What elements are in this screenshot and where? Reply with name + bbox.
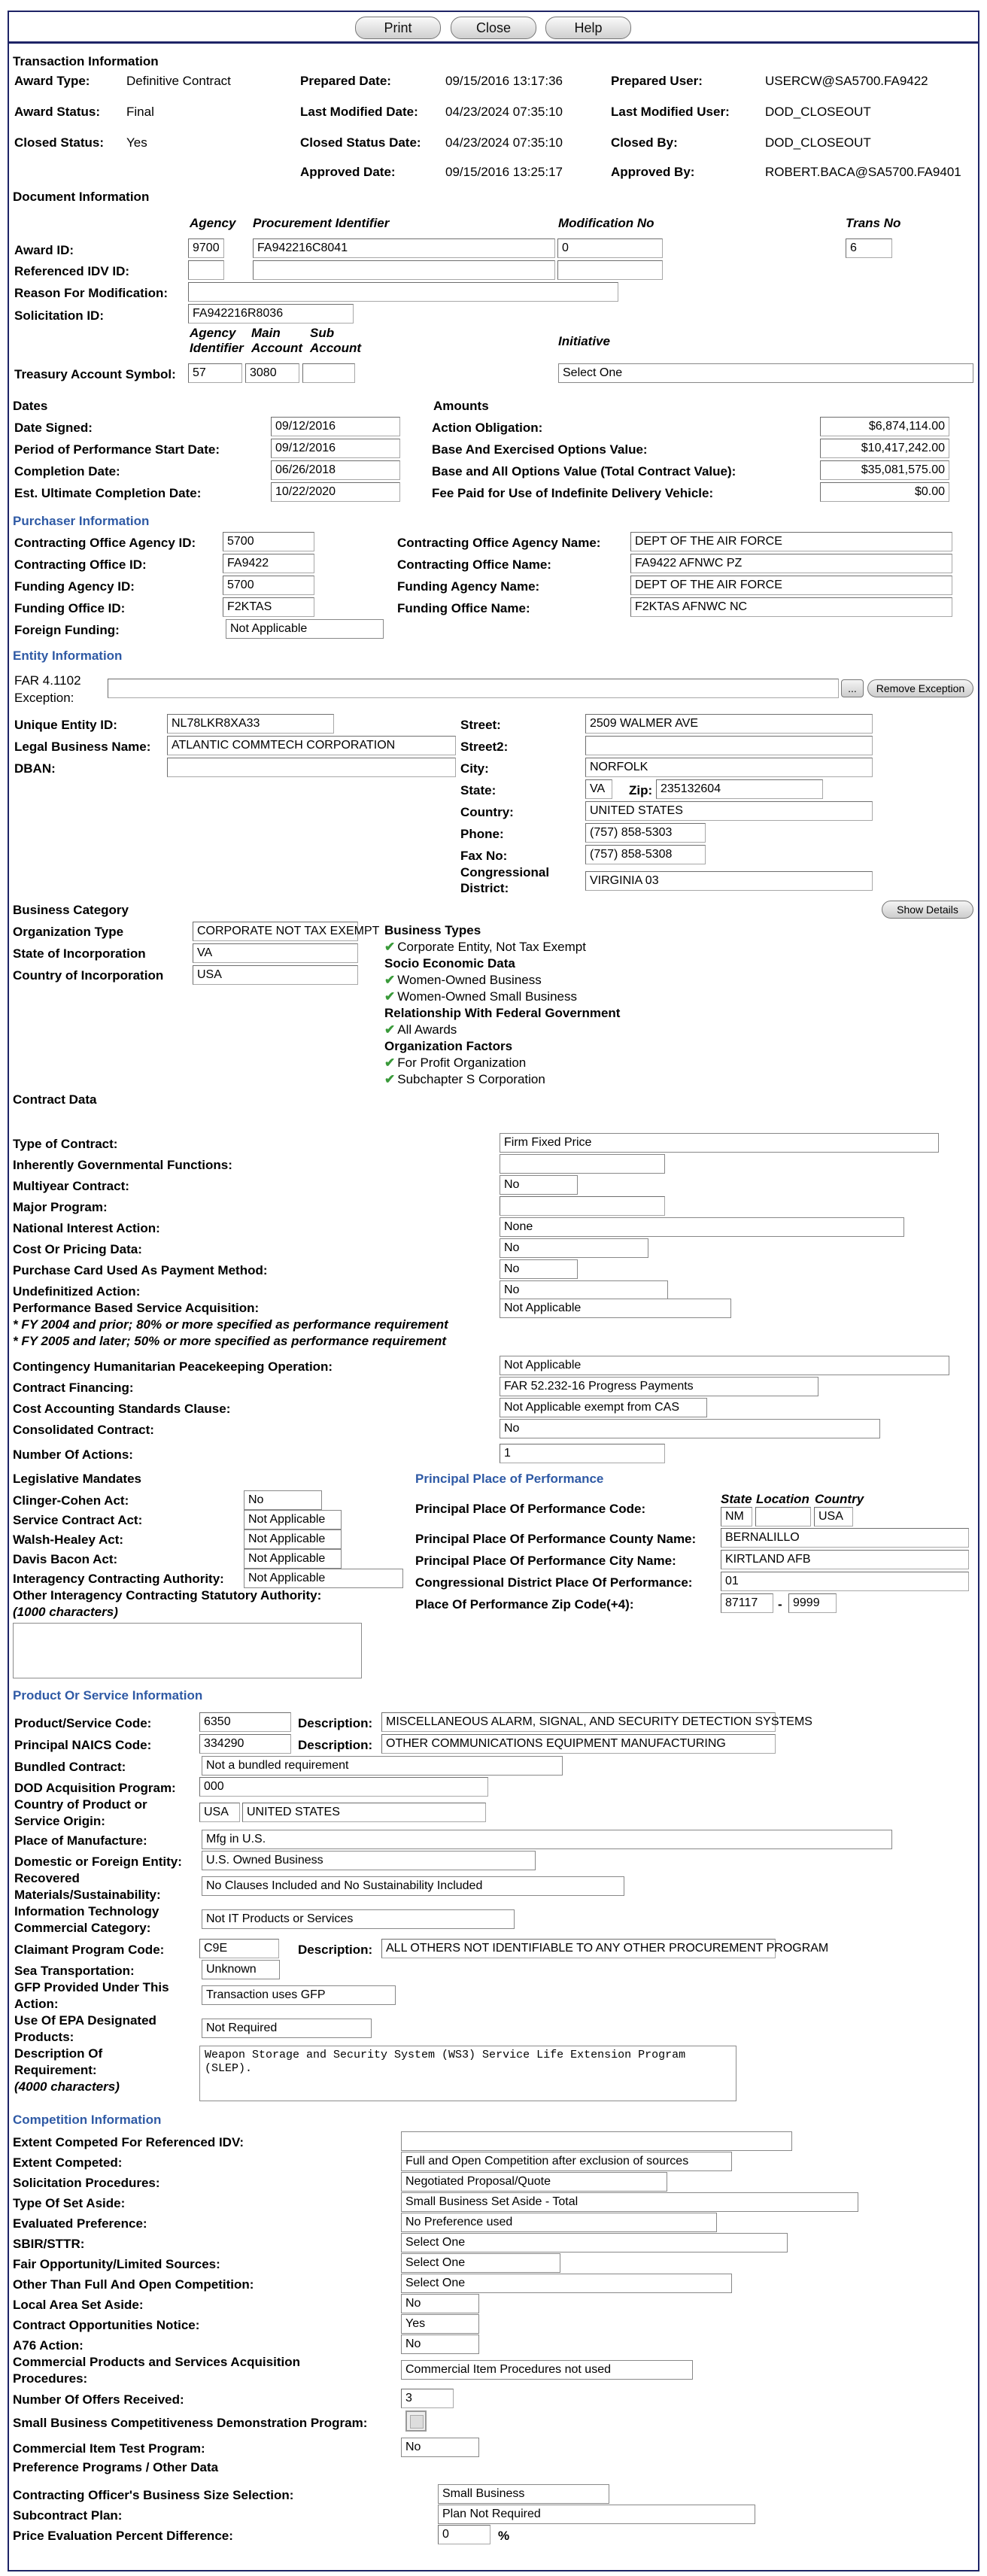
contract-type-select[interactable]: Firm Fixed Price bbox=[500, 1133, 939, 1153]
label: Clinger-Cohen Act: bbox=[13, 1493, 129, 1508]
label: Description: bbox=[298, 1943, 373, 1957]
label: Principal NAICS Code: bbox=[14, 1738, 152, 1752]
far-exception-field[interactable] bbox=[108, 679, 839, 698]
label: Treasury Account Symbol: bbox=[14, 367, 176, 381]
solicitation-proc-select[interactable]: Negotiated Proposal/Quote bbox=[401, 2172, 667, 2192]
label: Foreign Funding: bbox=[14, 623, 120, 637]
obligation-field[interactable]: $6,874,114.00 bbox=[820, 417, 949, 436]
igf-select[interactable] bbox=[500, 1154, 665, 1174]
label: Approved Date: bbox=[300, 165, 396, 179]
f-office-id-field[interactable]: F2KTAS bbox=[223, 597, 314, 617]
street-field[interactable]: 2509 WALMER AVE bbox=[585, 714, 873, 734]
reason-mod-select[interactable] bbox=[188, 282, 618, 302]
multiyear-select[interactable]: No bbox=[500, 1175, 578, 1195]
pop-county-field[interactable]: BERNALILLO bbox=[721, 1528, 969, 1548]
label: Last Modified Date: bbox=[300, 105, 418, 119]
label: Date Signed: bbox=[14, 421, 93, 435]
phone-field[interactable]: (757) 858-5303 bbox=[585, 823, 706, 843]
consolidated-select[interactable]: No bbox=[500, 1419, 880, 1438]
other-than-full-select[interactable]: Select One bbox=[401, 2274, 732, 2293]
sbcd-checkbox[interactable] bbox=[405, 2410, 427, 2432]
label: Description: bbox=[298, 1738, 373, 1752]
recovered-materials-select[interactable]: No Clauses Included and No Sustainability Included bbox=[202, 1876, 624, 1896]
label: Product/Service Code: bbox=[14, 1716, 152, 1730]
label: Approved By: bbox=[611, 165, 695, 179]
col-header: Sub Account bbox=[310, 326, 361, 355]
label: Congressional District Place Of Performance: bbox=[415, 1575, 693, 1590]
completion-date-field[interactable]: 06/26/2018 bbox=[271, 460, 400, 480]
section-competition: Competition Information bbox=[13, 2113, 162, 2127]
check-icon: ✔ bbox=[384, 1022, 396, 1037]
label: Closed Status Date: bbox=[300, 135, 421, 150]
label: Reason For Modification: bbox=[14, 286, 168, 300]
label: State of Incorporation bbox=[13, 946, 146, 961]
dod-acq-field[interactable]: 000 bbox=[199, 1777, 488, 1797]
close-button[interactable]: Close bbox=[451, 17, 536, 39]
pbsa-select[interactable]: Not Applicable bbox=[500, 1299, 731, 1318]
label: Contract Financing: bbox=[13, 1381, 134, 1395]
label: Award Type: bbox=[14, 74, 90, 88]
opportunities-notice-select[interactable]: Yes bbox=[401, 2314, 479, 2334]
label: Action: bbox=[14, 1997, 59, 2011]
label: Evaluated Preference: bbox=[13, 2216, 147, 2231]
value: DOD_CLOSEOUT bbox=[765, 105, 871, 119]
label: Inherently Governmental Functions: bbox=[13, 1158, 232, 1172]
label: Base and All Options Value (Total Contract Value): bbox=[432, 464, 736, 478]
davis-bacon-select[interactable]: Not Applicable bbox=[244, 1549, 342, 1569]
pop-location-field[interactable] bbox=[755, 1507, 811, 1526]
psc-desc-field[interactable]: MISCELLANEOUS ALARM, SIGNAL, AND SECURITY DETECTION SYSTEMS bbox=[381, 1712, 776, 1732]
citp-select[interactable]: No bbox=[401, 2438, 479, 2457]
f-agency-id-field[interactable]: 5700 bbox=[223, 576, 314, 595]
label: Type Of Set Aside: bbox=[13, 2196, 126, 2210]
label: Phone: bbox=[460, 827, 504, 841]
pop-start-field[interactable]: 09/12/2016 bbox=[271, 439, 400, 458]
label: Extent Competed: bbox=[13, 2155, 123, 2170]
label: Completion Date: bbox=[14, 464, 120, 478]
col-header: Main Account bbox=[251, 326, 302, 355]
label: SBIR/STTR: bbox=[13, 2237, 85, 2251]
tas-main-field[interactable]: 3080 bbox=[245, 363, 299, 383]
cost-pricing-select[interactable]: No bbox=[500, 1238, 648, 1258]
commercial-proc-select[interactable]: Commercial Item Procedures not used bbox=[401, 2360, 693, 2380]
label: Street2: bbox=[460, 740, 509, 754]
label: Cost Accounting Standards Clause: bbox=[13, 1402, 231, 1416]
it-category-select[interactable]: Not IT Products or Services bbox=[202, 1909, 515, 1929]
label: City: bbox=[460, 761, 489, 776]
co-office-id-field[interactable]: FA9422 bbox=[223, 554, 314, 573]
label: Prepared Date: bbox=[300, 74, 391, 88]
col-header: Procurement Identifier bbox=[253, 216, 390, 230]
cong-district-field[interactable]: VIRGINIA 03 bbox=[585, 871, 873, 891]
pop-state-field[interactable]: NM bbox=[721, 1507, 752, 1526]
section-legislative: Legislative Mandates bbox=[13, 1472, 142, 1486]
col-header: Initiative bbox=[558, 334, 610, 348]
socio-item bbox=[384, 973, 542, 988]
col-header: Location bbox=[756, 1492, 809, 1506]
label: Principal Place Of Performance City Name: bbox=[415, 1554, 676, 1568]
relationship-item bbox=[384, 1022, 457, 1037]
ica-select[interactable]: Not Applicable bbox=[244, 1569, 403, 1588]
fair-opportunity-select[interactable]: Select One bbox=[401, 2253, 560, 2273]
percent-sign: % bbox=[498, 2529, 510, 2543]
label: Description Of bbox=[14, 2046, 103, 2061]
bundled-select[interactable]: Not a bundled requirement bbox=[202, 1756, 563, 1776]
tas-sub-field[interactable] bbox=[302, 363, 355, 383]
major-program-field[interactable] bbox=[500, 1196, 665, 1216]
origin-field[interactable]: UNITED STATES bbox=[242, 1803, 486, 1822]
offers-field[interactable]: 3 bbox=[401, 2389, 454, 2408]
value: 04/23/2024 07:35:10 bbox=[445, 135, 563, 150]
set-aside-select[interactable]: Small Business Set Aside - Total bbox=[401, 2192, 858, 2212]
label: Last Modified User: bbox=[611, 105, 730, 119]
label: Contract Opportunities Notice: bbox=[13, 2318, 200, 2332]
label: Contracting Office ID: bbox=[14, 557, 147, 572]
value: Final bbox=[126, 105, 154, 119]
label: Solicitation Procedures: bbox=[13, 2176, 160, 2190]
check-icon: ✔ bbox=[384, 1056, 396, 1070]
f-agency-name-field[interactable]: DEPT OF THE AIR FORCE bbox=[630, 576, 952, 595]
sca-select[interactable]: Not Applicable bbox=[244, 1510, 342, 1530]
base-exercised-field[interactable]: $10,417,242.00 bbox=[820, 439, 949, 458]
local-area-select[interactable]: No bbox=[401, 2294, 479, 2313]
value: USERCW@SA5700.FA9422 bbox=[765, 74, 928, 88]
state-inc-field[interactable]: VA bbox=[193, 943, 358, 963]
pop-cd-field[interactable]: 01 bbox=[721, 1572, 969, 1591]
section-contract: Contract Data bbox=[13, 1092, 97, 1107]
description-textarea[interactable]: Weapon Storage and Security System (WS3) Service Life Extension Program (SLEP). bbox=[199, 2046, 736, 2101]
claimant-desc-field[interactable]: ALL OTHERS NOT IDENTIFIABLE TO ANY OTHER PROCUREMENT PROGRAM bbox=[381, 1939, 776, 1958]
label: Place Of Performance Zip Code(+4): bbox=[415, 1597, 634, 1612]
foreign-funding-select[interactable]: Not Applicable bbox=[226, 619, 384, 639]
label: DBAN: bbox=[14, 761, 56, 776]
pop-country-field[interactable]: USA bbox=[814, 1507, 853, 1526]
label: Undefinitized Action: bbox=[13, 1284, 141, 1299]
evaluated-pref-select[interactable]: No Preference used bbox=[401, 2213, 717, 2232]
label: Place of Manufacture: bbox=[14, 1833, 147, 1848]
pcard-select[interactable]: No bbox=[500, 1259, 578, 1279]
label: Funding Agency ID: bbox=[14, 579, 135, 594]
label: Solicitation ID: bbox=[14, 308, 104, 323]
value: DOD_CLOSEOUT bbox=[765, 135, 871, 150]
char-limit-note: (1000 characters) bbox=[13, 1605, 118, 1619]
label: Use Of EPA Designated bbox=[14, 2013, 156, 2028]
place-mfg-select[interactable]: Mfg in U.S. bbox=[202, 1830, 892, 1849]
label: Price Evaluation Percent Difference: bbox=[13, 2529, 233, 2543]
label: Period of Performance Start Date: bbox=[14, 442, 220, 457]
section-purchaser: Purchaser Information bbox=[13, 514, 150, 528]
label: Number Of Actions: bbox=[13, 1447, 133, 1462]
value: 04/23/2024 07:35:10 bbox=[445, 105, 563, 119]
psc-field[interactable]: 6350 bbox=[199, 1712, 291, 1732]
label: Closed By: bbox=[611, 135, 678, 150]
label: Description: bbox=[298, 1716, 373, 1730]
ref-idv-proc-field[interactable] bbox=[253, 260, 555, 280]
label: State: bbox=[460, 783, 497, 797]
award-trans-field[interactable]: 6 bbox=[846, 238, 892, 258]
naics-desc-field[interactable]: OTHER COMMUNICATIONS EQUIPMENT MANUFACTURING bbox=[381, 1734, 776, 1754]
label: Country of Product or bbox=[14, 1797, 147, 1812]
cas-select[interactable]: Not Applicable exempt from CAS bbox=[500, 1398, 707, 1417]
label: Other Than Full And Open Competition: bbox=[13, 2277, 254, 2292]
subcontract-plan-select[interactable]: Plan Not Required bbox=[438, 2505, 755, 2524]
col-header: Country bbox=[815, 1492, 864, 1506]
section-amounts: Amounts bbox=[433, 399, 489, 413]
city-field[interactable]: NORFOLK bbox=[585, 758, 873, 777]
value: ROBERT.BACA@SA5700.FA9401 bbox=[765, 165, 961, 179]
street2-field[interactable] bbox=[585, 736, 873, 755]
label: Contracting Office Agency ID: bbox=[14, 536, 196, 550]
fee-field[interactable]: $0.00 bbox=[820, 482, 949, 502]
domestic-foreign-select[interactable]: U.S. Owned Business bbox=[202, 1851, 536, 1870]
value: 09/15/2016 13:25:17 bbox=[445, 165, 563, 179]
section-entity: Entity Information bbox=[13, 649, 123, 663]
show-details-button[interactable]: Show Details bbox=[882, 901, 973, 919]
label: Performance Based Service Acquisition: bbox=[13, 1301, 260, 1315]
label: Contingency Humanitarian Peacekeeping Operation: bbox=[13, 1359, 333, 1374]
check-icon: ✔ bbox=[384, 973, 396, 987]
label: Principal Place Of Performance County Name: bbox=[415, 1532, 697, 1546]
col-header: Agency Identifier bbox=[190, 326, 244, 355]
label: Interagency Contracting Authority: bbox=[13, 1572, 224, 1586]
a76-select[interactable]: No bbox=[401, 2334, 479, 2354]
label: Award Status: bbox=[14, 105, 100, 119]
label: Local Area Set Aside: bbox=[13, 2298, 144, 2312]
gfp-select[interactable]: Transaction uses GFP bbox=[202, 1985, 396, 2005]
pbsa-note: * FY 2005 and later; 50% or more specified as performance requirement bbox=[13, 1334, 447, 1348]
uei-field[interactable]: NL78LKR8XA33 bbox=[167, 714, 334, 734]
label: Referenced IDV ID: bbox=[14, 264, 130, 278]
co-office-name-field[interactable]: FA9422 AFNWC PZ bbox=[630, 554, 952, 573]
label: Commercial Category: bbox=[14, 1921, 151, 1935]
section-dates: Dates bbox=[13, 399, 48, 413]
print-button[interactable]: Print bbox=[355, 17, 441, 39]
other-authority-textarea[interactable] bbox=[13, 1623, 362, 1678]
clinger-cohen-select[interactable]: No bbox=[244, 1490, 322, 1510]
label: Purchase Card Used As Payment Method: bbox=[13, 1263, 268, 1277]
label: Legal Business Name: bbox=[14, 740, 151, 754]
tas-agency-field[interactable]: 57 bbox=[188, 363, 242, 383]
label: Bundled Contract: bbox=[14, 1760, 126, 1774]
chpo-select[interactable]: Not Applicable bbox=[500, 1356, 949, 1375]
label: Number Of Offers Received: bbox=[13, 2392, 184, 2407]
label: Materials/Sustainability: bbox=[14, 1888, 161, 1902]
far-label: FAR 4.1102 bbox=[14, 673, 81, 688]
pbsa-note: * FY 2004 and prior; 80% or more specified as performance requirement bbox=[13, 1317, 448, 1332]
label: Information Technology bbox=[14, 1904, 159, 1918]
value: Definitive Contract bbox=[126, 74, 231, 88]
label: Procedures: bbox=[13, 2371, 88, 2386]
label: Requirement: bbox=[14, 2063, 97, 2077]
co-agency-id-field[interactable]: 5700 bbox=[223, 532, 314, 551]
check-icon: ✔ bbox=[384, 940, 396, 954]
label: Unique Entity ID: bbox=[14, 718, 117, 732]
label: Fee Paid for Use of Indefinite Delivery Vehicle: bbox=[432, 486, 714, 500]
price-eval-field[interactable]: 0 bbox=[438, 2525, 490, 2544]
fax-field[interactable]: (757) 858-5308 bbox=[585, 845, 706, 864]
date-signed-field[interactable]: 09/12/2016 bbox=[271, 417, 400, 436]
label: Funding Office ID: bbox=[14, 601, 126, 615]
label: Organization Type bbox=[13, 925, 124, 939]
label: Multiyear Contract: bbox=[13, 1179, 129, 1193]
label: Action Obligation: bbox=[432, 421, 543, 435]
label: Recovered bbox=[14, 1871, 80, 1885]
initiative-select[interactable]: Select One bbox=[558, 363, 973, 383]
label: Congressional bbox=[460, 865, 550, 879]
sea-transport-select[interactable]: Unknown bbox=[202, 1960, 280, 1979]
label: Base And Exercised Options Value: bbox=[432, 442, 648, 457]
label: Commercial Item Test Program: bbox=[13, 2441, 205, 2456]
size-selection-select[interactable]: Small Business bbox=[438, 2484, 609, 2504]
label: Service Contract Act: bbox=[13, 1513, 143, 1527]
check-icon: ✔ bbox=[384, 989, 396, 1004]
label: Award ID: bbox=[14, 243, 74, 257]
award-proc-id-field[interactable]: FA942216C8041 bbox=[253, 238, 555, 258]
country-inc-field[interactable]: USA bbox=[193, 965, 358, 985]
label: Funding Agency Name: bbox=[397, 579, 540, 594]
col-header: State bbox=[721, 1492, 752, 1506]
label: A76 Action: bbox=[13, 2338, 84, 2353]
award-mod-field[interactable]: 0 bbox=[557, 238, 663, 258]
org-type-field[interactable]: CORPORATE NOT TAX EXEMPT bbox=[193, 922, 358, 941]
label: Major Program: bbox=[13, 1200, 108, 1214]
label: Prepared User: bbox=[611, 74, 703, 88]
sbir-select[interactable]: Select One bbox=[401, 2233, 788, 2252]
section-preference: Preference Programs / Other Data bbox=[13, 2460, 219, 2474]
ref-idv-extent-select[interactable] bbox=[401, 2131, 792, 2151]
label: Davis Bacon Act: bbox=[13, 1552, 118, 1566]
org-factor-item bbox=[384, 1072, 545, 1087]
f-office-name-field[interactable]: F2KTAS AFNWC NC bbox=[630, 597, 952, 617]
label: Walsh-Healey Act: bbox=[13, 1533, 124, 1547]
naics-field[interactable]: 334290 bbox=[199, 1734, 291, 1754]
label: Country: bbox=[460, 805, 514, 819]
check-icon: ✔ bbox=[384, 1072, 396, 1086]
col-header: Trans No bbox=[846, 216, 901, 230]
label: District: bbox=[460, 881, 509, 895]
label: Funding Office Name: bbox=[397, 601, 530, 615]
label: Zip: bbox=[629, 783, 653, 797]
remove-exception-button[interactable]: Remove Exception bbox=[867, 679, 973, 697]
label: Domestic or Foreign Entity: bbox=[14, 1855, 182, 1869]
ult-completion-field[interactable]: 10/22/2020 bbox=[271, 482, 400, 502]
label: Consolidated Contract: bbox=[13, 1423, 154, 1437]
financing-select[interactable]: FAR 52.232-16 Progress Payments bbox=[500, 1377, 818, 1396]
label: Country of Incorporation bbox=[13, 968, 164, 983]
solicitation-id-field[interactable]: FA942216R8036 bbox=[188, 304, 354, 324]
base-all-field[interactable]: $35,081,575.00 bbox=[820, 460, 949, 480]
label: Small Business Competitiveness Demonstration Program: bbox=[13, 2416, 368, 2430]
label: Subcontract Plan: bbox=[13, 2508, 123, 2523]
label: GFP Provided Under This bbox=[14, 1980, 169, 1994]
label: Sea Transportation: bbox=[14, 1964, 135, 1978]
help-button[interactable]: Help bbox=[545, 17, 631, 39]
label: Commercial Products and Services Acquisition bbox=[13, 2355, 300, 2369]
label: Contracting Office Agency Name: bbox=[397, 536, 601, 550]
claimant-field[interactable]: C9E bbox=[199, 1939, 279, 1958]
org-factors-heading: Organization Factors bbox=[384, 1039, 513, 1053]
label: Extent Competed For Referenced IDV: bbox=[13, 2135, 244, 2149]
epa-select[interactable]: Not Required bbox=[202, 2019, 372, 2038]
walsh-healey-select[interactable]: Not Applicable bbox=[244, 1530, 342, 1549]
relationship-heading: Relationship With Federal Government bbox=[384, 1006, 621, 1020]
business-types-heading: Business Types bbox=[384, 923, 481, 937]
co-agency-name-field[interactable]: DEPT OF THE AIR FORCE bbox=[630, 532, 952, 551]
label: Fax No: bbox=[460, 849, 508, 863]
far-label: Exception: bbox=[14, 691, 74, 705]
label: Principal Place Of Performance Code: bbox=[415, 1502, 646, 1516]
label: Cost Or Pricing Data: bbox=[13, 1242, 142, 1256]
item-label: Subchapter S Corporation bbox=[397, 1072, 545, 1086]
label: Service Origin: bbox=[14, 1814, 105, 1828]
ref-idv-mod-field[interactable] bbox=[557, 260, 663, 280]
col-header: Agency bbox=[190, 216, 236, 230]
dban-field[interactable] bbox=[167, 758, 456, 777]
ref-idv-agency-field[interactable] bbox=[188, 260, 224, 280]
label: Products: bbox=[14, 2030, 74, 2044]
label: Contracting Office Name: bbox=[397, 557, 551, 572]
label: Claimant Program Code: bbox=[14, 1943, 165, 1957]
section-document: Document Information bbox=[13, 190, 150, 204]
label: Closed Status: bbox=[14, 135, 105, 150]
num-actions-field[interactable]: 1 bbox=[500, 1444, 665, 1463]
origin-code-field[interactable]: USA bbox=[199, 1803, 240, 1822]
value: Yes bbox=[126, 135, 147, 150]
label: Fair Opportunity/Limited Sources: bbox=[13, 2257, 220, 2271]
socio-item bbox=[384, 989, 577, 1004]
lookup-button[interactable]: ... bbox=[841, 679, 864, 697]
separator: - bbox=[778, 1597, 782, 1612]
item-label: Corporate Entity, Not Tax Exempt bbox=[397, 940, 586, 954]
socio-heading: Socio Economic Data bbox=[384, 956, 515, 971]
label: National Interest Action: bbox=[13, 1221, 160, 1235]
item-label: For Profit Organization bbox=[397, 1056, 527, 1070]
label: Est. Ultimate Completion Date: bbox=[14, 486, 202, 500]
label: DOD Acquisition Program: bbox=[14, 1781, 176, 1795]
char-limit-note: (4000 characters) bbox=[14, 2079, 120, 2094]
section-transaction: Transaction Information bbox=[13, 54, 159, 68]
label: Street: bbox=[460, 718, 501, 732]
award-agency-field[interactable]: 9700 bbox=[188, 238, 224, 258]
legal-name-field[interactable]: ATLANTIC COMMTECH CORPORATION bbox=[167, 736, 456, 755]
business-type-item bbox=[384, 940, 586, 955]
undef-select[interactable]: No bbox=[500, 1280, 668, 1300]
nia-select[interactable]: None bbox=[500, 1217, 904, 1237]
section-pop: Principal Place of Performance bbox=[415, 1472, 604, 1486]
label: Other Interagency Contracting Statutory Authority: bbox=[13, 1588, 322, 1602]
label: Type of Contract: bbox=[13, 1137, 118, 1151]
org-factor-item bbox=[384, 1056, 526, 1071]
col-header: Modification No bbox=[558, 216, 654, 230]
country-field[interactable]: UNITED STATES bbox=[585, 801, 873, 821]
value: 09/15/2016 13:17:36 bbox=[445, 74, 563, 88]
label: Contracting Officer's Business Size Selection: bbox=[13, 2488, 294, 2502]
pop-zip4-field[interactable]: 9999 bbox=[788, 1593, 837, 1613]
pop-city-field[interactable]: KIRTLAND AFB bbox=[721, 1550, 969, 1569]
item-label: All Awards bbox=[397, 1022, 457, 1037]
extent-competed-select[interactable]: Full and Open Competition after exclusion of sources bbox=[401, 2152, 732, 2171]
pop-zip-field[interactable]: 87117 bbox=[721, 1593, 773, 1613]
item-label: Women-Owned Business bbox=[397, 973, 542, 987]
section-product: Product Or Service Information bbox=[13, 1688, 203, 1703]
section-business: Business Category bbox=[13, 903, 129, 917]
zip-field[interactable]: 235132604 bbox=[656, 779, 823, 799]
item-label: Women-Owned Small Business bbox=[397, 989, 577, 1004]
state-field[interactable]: VA bbox=[585, 779, 612, 799]
